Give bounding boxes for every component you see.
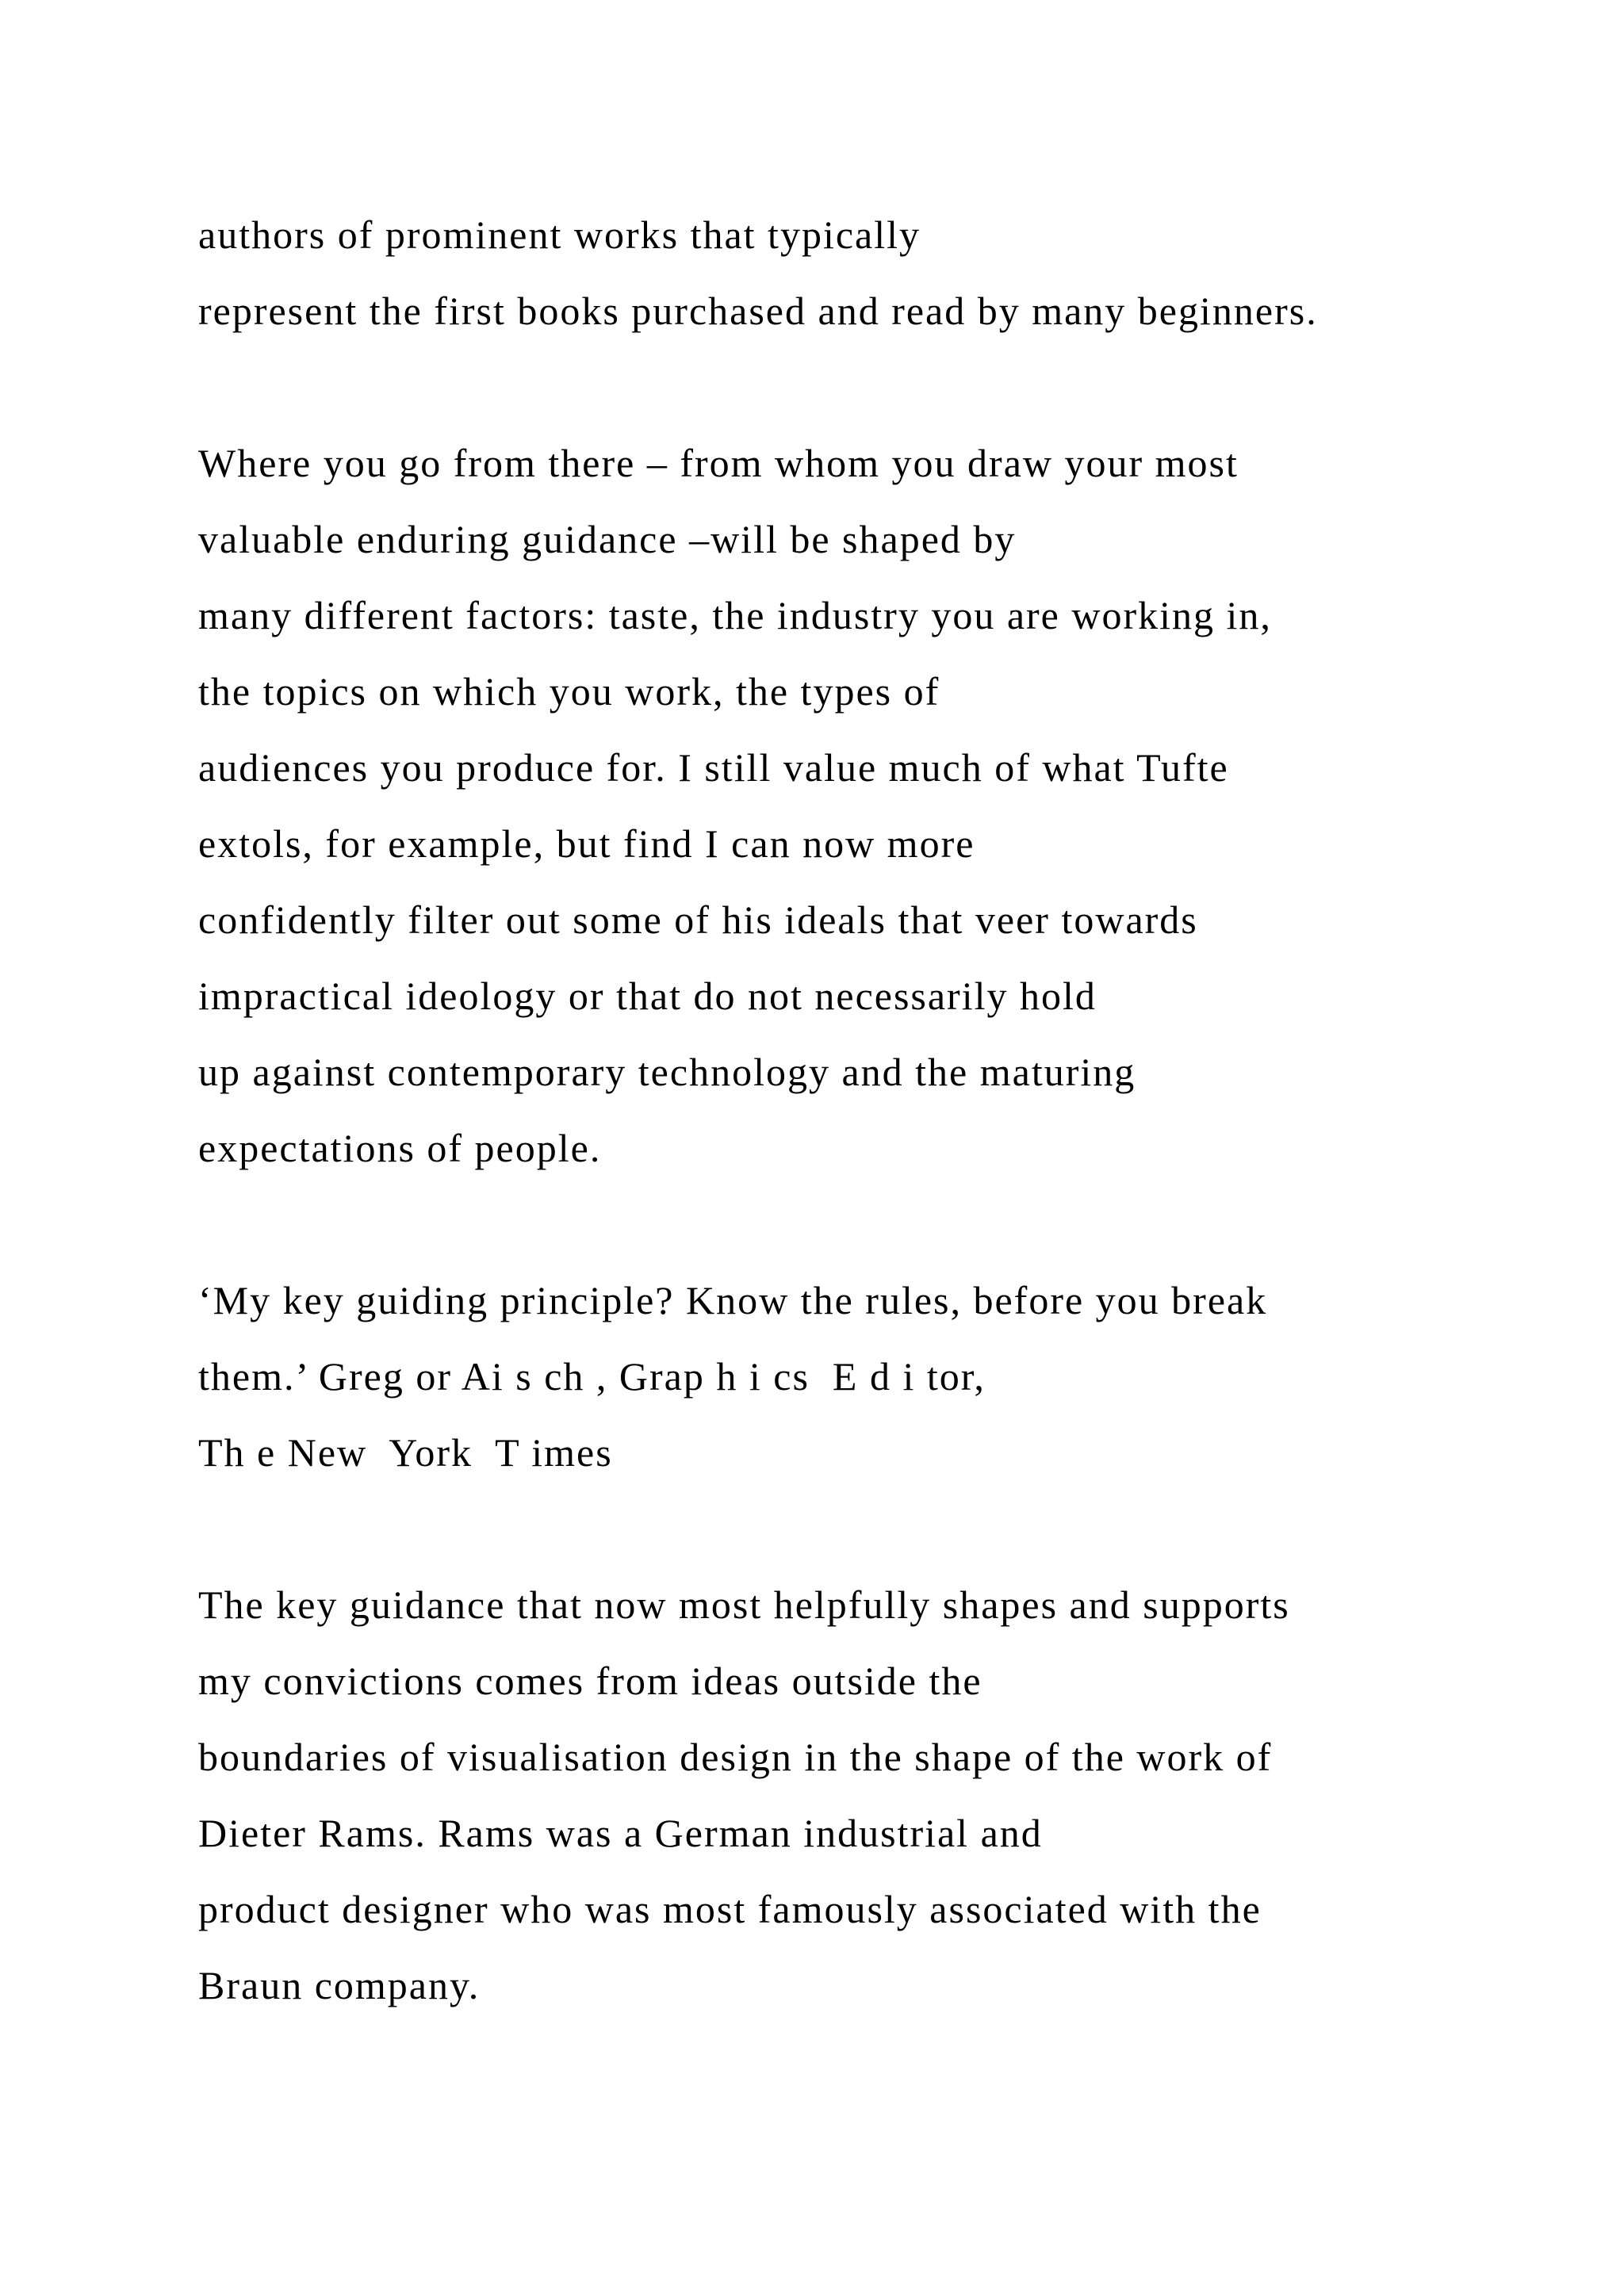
text-line: boundaries of visualisation design in the shape of the work of <box>198 1735 1273 1779</box>
text-line: valuable enduring guidance –will be shaped by <box>198 517 1017 561</box>
text-line: Dieter Rams. Rams was a German industrial and <box>198 1811 1043 1855</box>
quote-line: ‘My key guiding principle? Know the rules, before you break <box>198 1278 1268 1322</box>
paragraph-spacer <box>198 1186 1562 1262</box>
text-line: confidently filter out some of his ideals that veer towards <box>198 897 1198 942</box>
text-line: product designer who was most famously associated with the <box>198 1887 1262 1931</box>
text-line: expectations of people. <box>198 1126 602 1170</box>
text-line: the topics on which you work, the types of <box>198 669 940 714</box>
text-line: The key guidance that now most helpfully shapes and supports <box>198 1582 1290 1627</box>
document-body <box>198 197 1562 2023</box>
quote-attribution-line: them.’ Greg or Ai s ch , Grap h i cs E d i tor, <box>198 1354 986 1399</box>
text-line: up against contemporary technology and the maturing <box>198 1050 1136 1094</box>
paragraph-1 <box>198 197 1562 349</box>
paragraph-spacer <box>198 1490 1562 1567</box>
text-line: Braun company. <box>198 1963 481 2007</box>
quote-paragraph <box>198 1262 1562 1490</box>
text-line: represent the first books purchased and read by many beginners. <box>198 289 1318 333</box>
paragraph-4 <box>198 1567 1562 2023</box>
text-line: Where you go from there – from whom you draw your most <box>198 441 1239 485</box>
text-line: impractical ideology or that do not necessarily hold <box>198 974 1097 1018</box>
paragraph-spacer <box>198 349 1562 425</box>
quote-attribution-line: Th e New York T imes <box>198 1430 613 1475</box>
text-line: extols, for example, but find I can now more <box>198 821 975 866</box>
text-line: audiences you produce for. I still value much of what Tufte <box>198 745 1229 790</box>
text-line: my convictions comes from ideas outside the <box>198 1659 982 1703</box>
text-line: authors of prominent works that typically <box>198 212 921 257</box>
text-line: many different factors: taste, the industry you are working in, <box>198 593 1272 637</box>
paragraph-2 <box>198 425 1562 1186</box>
